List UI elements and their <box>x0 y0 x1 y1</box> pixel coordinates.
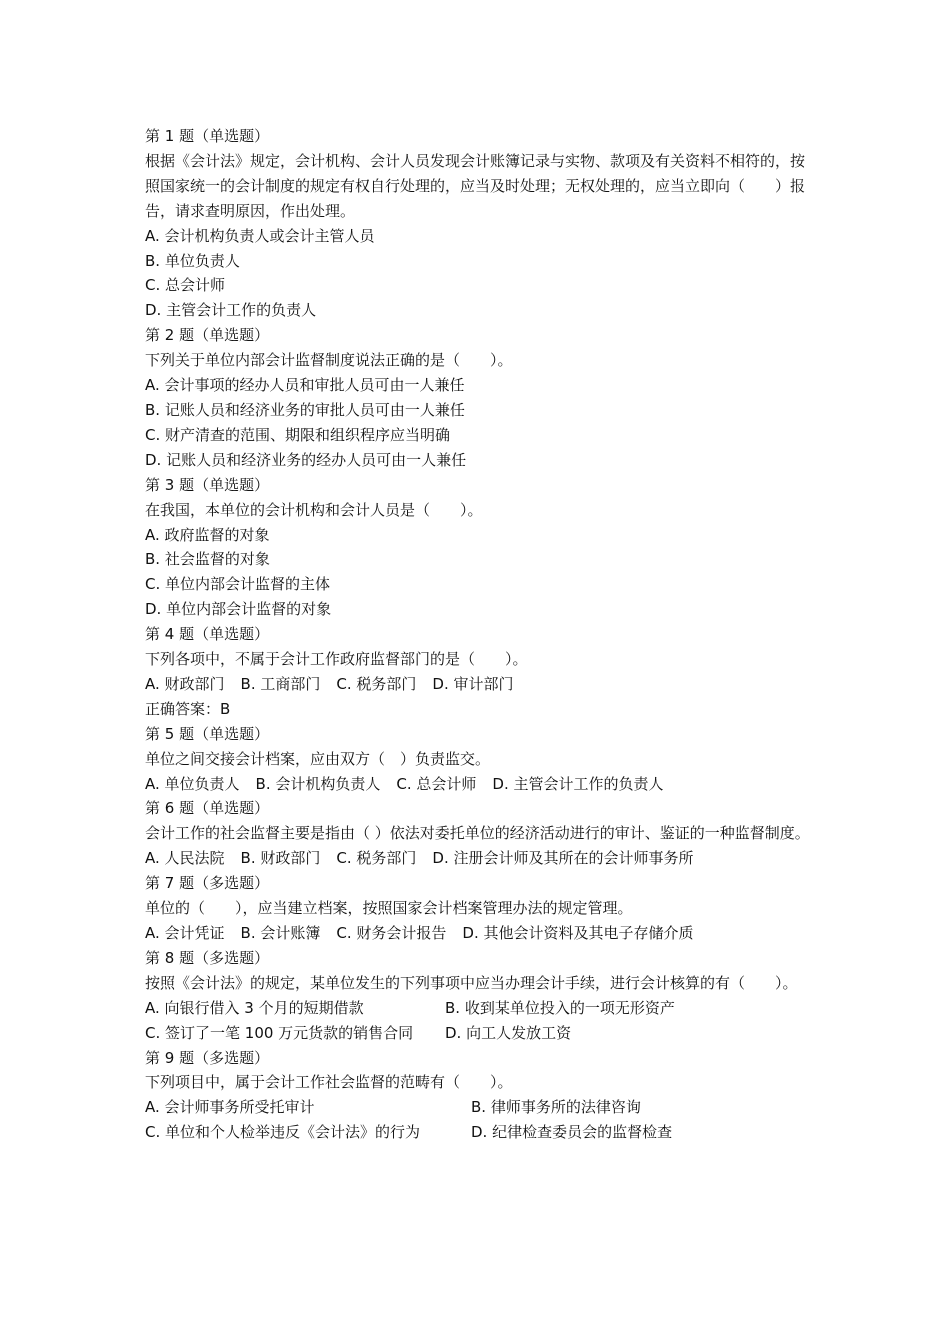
option-a: A. 会计机构负责人或会计主管人员 <box>145 226 375 245</box>
document-page <box>145 124 810 1145</box>
question-header: 第 3 题（单选题） <box>145 475 270 494</box>
option-a: A. 政府监督的对象 <box>145 525 270 544</box>
option-b: B. 工商部门 <box>240 674 321 693</box>
question-header: 第 4 题（单选题） <box>145 625 270 644</box>
options-row <box>145 921 810 946</box>
option-d: D. 向工人发放工资 <box>445 1023 572 1042</box>
question-header: 第 2 题（单选题） <box>145 326 270 345</box>
correct-answer: 正确答案：B <box>145 699 231 718</box>
question-header: 第 9 题（多选题） <box>145 1048 270 1067</box>
option-b: B. 社会监督的对象 <box>145 550 270 569</box>
option-b: B. 财政部门 <box>240 849 321 868</box>
question-text: 单位之间交接会计档案，应由双方（ ）负责监交。 <box>145 749 491 768</box>
option-b: B. 律师事务所的法律咨询 <box>471 1098 641 1117</box>
option-b: B. 收到某单位投入的一项无形资产 <box>445 998 675 1017</box>
question-text: 下列关于单位内部会计监督制度说法正确的是（ ）。 <box>145 351 513 370</box>
question-4 <box>145 622 810 722</box>
question-text: 按照《会计法》的规定，某单位发生的下列事项中应当办理会计手续，进行会计核算的有（ ）。 <box>145 973 798 992</box>
options-row <box>145 772 810 797</box>
question-7 <box>145 871 810 946</box>
option-c: C. 总会计师 <box>396 774 477 793</box>
options-row <box>145 846 810 871</box>
option-b: B. 会计机构负责人 <box>255 774 381 793</box>
option-c: C. 财产清查的范围、期限和组织程序应当明确 <box>145 425 451 444</box>
option-a: A. 人民法院 <box>145 849 225 868</box>
option-c: C. 总会计师 <box>145 276 226 295</box>
option-c: C. 税务部门 <box>336 674 417 693</box>
option-c: C. 单位内部会计监督的主体 <box>145 575 331 594</box>
question-text: 根据《会计法》规定，会计机构、会计人员发现会计账簿记录与实物、款项及有关资料不相符的，按照国家统一的会计制度的规定有权自行处理的，应当及时处理；无权处理的，应当立即向（ ）报告，请求查明原因，作出处理。 <box>145 151 806 220</box>
option-c: C. 税务部门 <box>336 849 417 868</box>
option-d: D. 记账人员和经济业务的经办人员可由一人兼任 <box>145 450 467 469</box>
option-a: A. 向银行借入 3 个月的短期借款 <box>145 998 364 1017</box>
options-grid <box>145 996 810 1046</box>
option-c: C. 签订了一笔 100 万元货款的销售合同 <box>145 1023 414 1042</box>
option-d: D. 主管会计工作的负责人 <box>145 301 317 320</box>
option-a: A. 财政部门 <box>145 674 225 693</box>
question-text: 单位的（ ），应当建立档案，按照国家会计档案管理办法的规定管理。 <box>145 899 633 918</box>
options-grid <box>145 1095 810 1145</box>
option-d: D. 主管会计工作的负责人 <box>492 774 664 793</box>
option-a: A. 会计事项的经办人员和审批人员可由一人兼任 <box>145 376 465 395</box>
question-1 <box>145 124 810 323</box>
option-c: C. 财务会计报告 <box>336 924 447 942</box>
question-8 <box>145 946 810 1046</box>
question-text: 下列各项中，不属于会计工作政府监督部门的是（ ）。 <box>145 650 528 669</box>
question-header: 第 1 题（单选题） <box>145 127 270 145</box>
question-header: 第 8 题（多选题） <box>145 948 270 967</box>
question-2 <box>145 323 810 472</box>
question-text: 会计工作的社会监督主要是指由（ ）依法对委托单位的经济活动进行的审计、鉴证的一种监督制度。 <box>145 824 810 843</box>
question-6 <box>145 796 810 871</box>
option-b: B. 单位负责人 <box>145 251 240 270</box>
option-a: A. 单位负责人 <box>145 774 240 793</box>
options-row <box>145 672 810 697</box>
option-d: D. 单位内部会计监督的对象 <box>145 600 332 619</box>
option-b: B. 记账人员和经济业务的审批人员可由一人兼任 <box>145 400 465 419</box>
question-9 <box>145 1046 810 1146</box>
option-d: D. 纪律检查委员会的监督检查 <box>471 1123 673 1142</box>
question-text: 下列项目中，属于会计工作社会监督的范畴有（ ）。 <box>145 1073 513 1092</box>
option-a: A. 会计凭证 <box>145 924 225 942</box>
option-b: B. 会计账簿 <box>240 924 321 942</box>
option-a: A. 会计师事务所受托审计 <box>145 1098 315 1117</box>
option-d: D. 审计部门 <box>432 674 514 693</box>
question-header: 第 6 题（单选题） <box>145 799 270 818</box>
option-d: D. 其他会计资料及其电子存储介质 <box>462 924 694 942</box>
option-c: C. 单位和个人检举违反《会计法》的行为 <box>145 1123 421 1142</box>
question-header: 第 7 题（多选题） <box>145 874 270 893</box>
question-5 <box>145 722 810 797</box>
option-d: D. 注册会计师及其所在的会计师事务所 <box>432 849 694 868</box>
question-header: 第 5 题（单选题） <box>145 724 270 743</box>
question-text: 在我国，本单位的会计机构和会计人员是（ ）。 <box>145 500 483 519</box>
question-3 <box>145 473 810 622</box>
